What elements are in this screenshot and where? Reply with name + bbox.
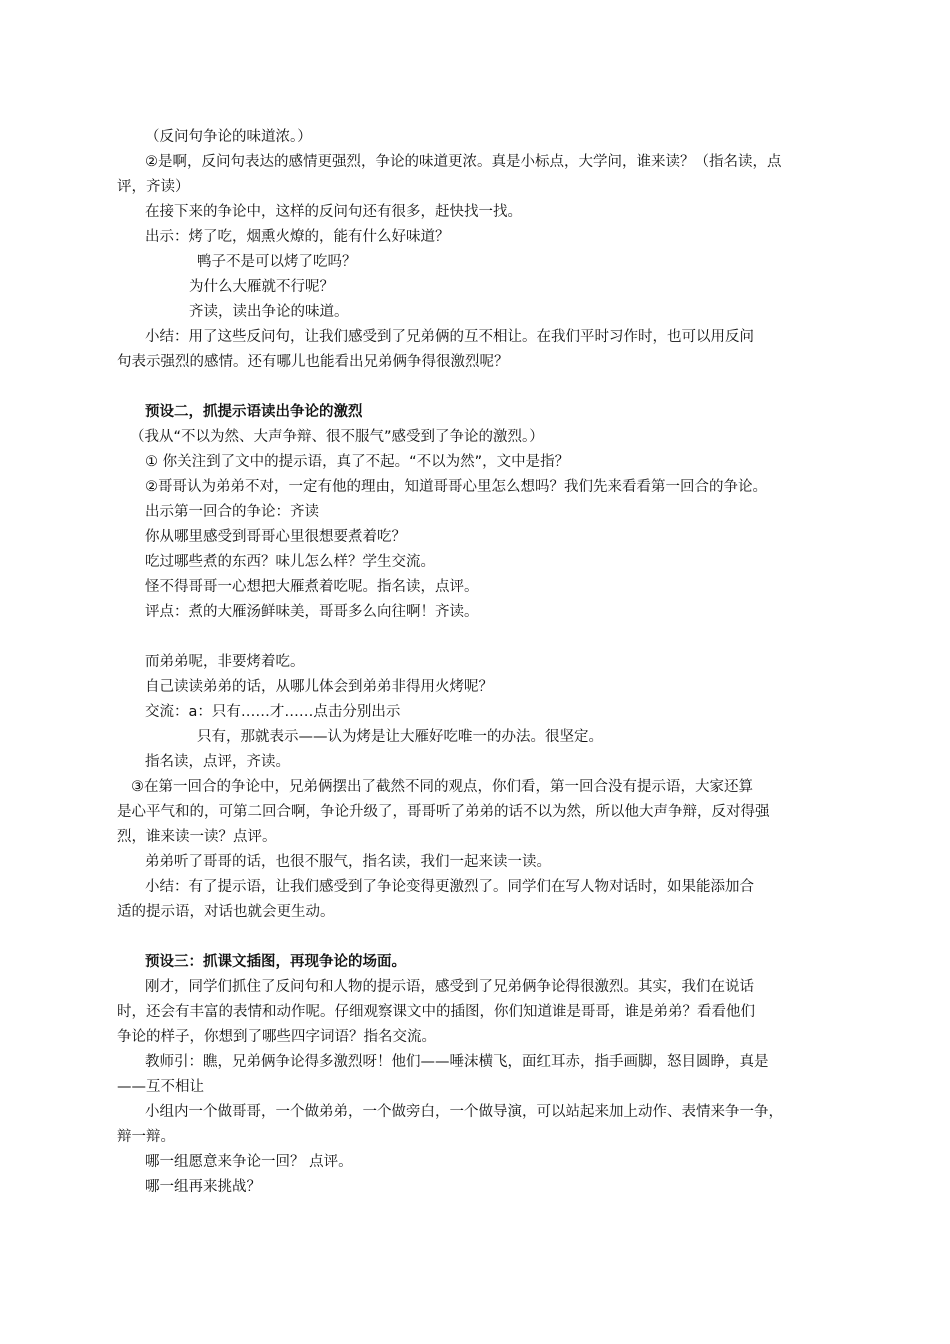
text-line: 小组内一个做哥哥，一个做弟弟，一个做旁白，一个做导演，可以站起来加上动作、表情来争一争， <box>145 1104 783 1120</box>
text-line: ——互不相让 <box>117 1079 204 1095</box>
text-line: 出示：烤了吃，烟熏火燎的，能有什么好味道？ <box>145 229 450 245</box>
text-line: 齐读，读出争论的味道。 <box>189 304 349 320</box>
text-line: （我从“不以为然、大声争辩、很不服气”感受到了争论的激烈。） <box>130 429 544 445</box>
section-heading: 预设二，抓提示语读出争论的激烈 <box>145 404 363 420</box>
text-line: （反问句争论的味道浓。） <box>145 129 312 145</box>
text-line: 评点：煮的大雁汤鲜味美，哥哥多么向往啊！齐读。 <box>145 604 479 620</box>
text-line: ②是啊，反问句表达的感情更强烈，争论的味道更浓。真是小标点，大学问，谁来读？（指名读，点 <box>145 154 782 170</box>
text-line: 适的提示语，对话也就会更生动。 <box>117 904 335 920</box>
text-line: 是心平气和的，可第二回合啊，争论升级了，哥哥听了弟弟的话不以为然，所以他大声争辩，反对得强 <box>117 804 770 820</box>
text-line: ②哥哥认为弟弟不对，一定有他的理由，知道哥哥心里怎么想吗？我们先来看看第一回合的争论。 <box>145 479 767 495</box>
text-line: 在接下来的争论中，这样的反问句还有很多，赶快找一找。 <box>145 204 522 220</box>
text-line: 句表示强烈的感情。还有哪儿也能看出兄弟俩争得很激烈呢？ <box>117 354 509 370</box>
text-line: 鸭子不是可以烤了吃吗？ <box>197 254 357 270</box>
text-line: 为什么大雁就不行呢？ <box>189 279 334 295</box>
text-line: 怪不得哥哥一心想把大雁煮着吃呢。指名读，点评。 <box>145 579 479 595</box>
text-line: ③在第一回合的争论中，兄弟俩摆出了截然不同的观点，你们看，第一回合没有提示语，大家还算 <box>131 779 753 795</box>
text-line: 小结：有了提示语，让我们感受到了争论变得更激烈了。同学们在写人物对话时，如果能添加合 <box>145 879 754 895</box>
text-line: 只有，那就表示——认为烤是让大雁好吃唯一的办法。很坚定。 <box>197 729 603 745</box>
text-line: 小结：用了这些反问句，让我们感受到了兄弟俩的互不相让。在我们平时习作时，也可以用反问 <box>145 329 754 345</box>
text-line: 争论的样子，你想到了哪些四字词语？指名交流。 <box>117 1029 436 1045</box>
text-line: 刚才，同学们抓住了反问句和人物的提示语，感受到了兄弟俩争论得很激烈。其实，我们在说话 <box>145 979 754 995</box>
text-line: ① 你关注到了文中的提示语，真了不起。“不以为然”，文中是指？ <box>145 454 570 470</box>
text-line: 吃过哪些煮的东西？味儿怎么样？学生交流。 <box>145 554 435 570</box>
text-line: 哪一组再来挑战？ <box>145 1179 261 1195</box>
text-line: 交流：a：只有……才……点击分别出示 <box>145 704 401 720</box>
text-line: 你从哪里感受到哥哥心里很想要煮着吃？ <box>145 529 406 545</box>
text-line: 哪一组愿意来争论一回？ 点评。 <box>145 1154 353 1170</box>
text-line: 烈，谁来读一读？点评。 <box>117 829 277 845</box>
text-line: 指名读，点评，齐读。 <box>145 754 290 770</box>
text-line: 辩一辩。 <box>117 1129 175 1145</box>
text-line: 出示第一回合的争论：齐读 <box>145 504 319 520</box>
text-line: 评，齐读） <box>117 179 190 195</box>
text-line: 自己读读弟弟的话，从哪儿体会到弟弟非得用火烤呢？ <box>145 679 493 695</box>
text-line: 教师引：瞧，兄弟俩争论得多激烈呀！他们——唾沫横飞，面红耳赤，指手画脚，怒目圆睁，真是 <box>145 1054 769 1070</box>
text-line: 弟弟听了哥哥的话，也很不服气，指名读，我们一起来读一读。 <box>145 854 551 870</box>
text-line: 时，还会有丰富的表情和动作呢。仔细观察课文中的插图，你们知道谁是哥哥，谁是弟弟？看看他们 <box>117 1004 755 1020</box>
text-line: 而弟弟呢，非要烤着吃。 <box>145 654 305 670</box>
section-heading: 预设三：抓课文插图，再现争论的场面。 <box>145 954 406 970</box>
